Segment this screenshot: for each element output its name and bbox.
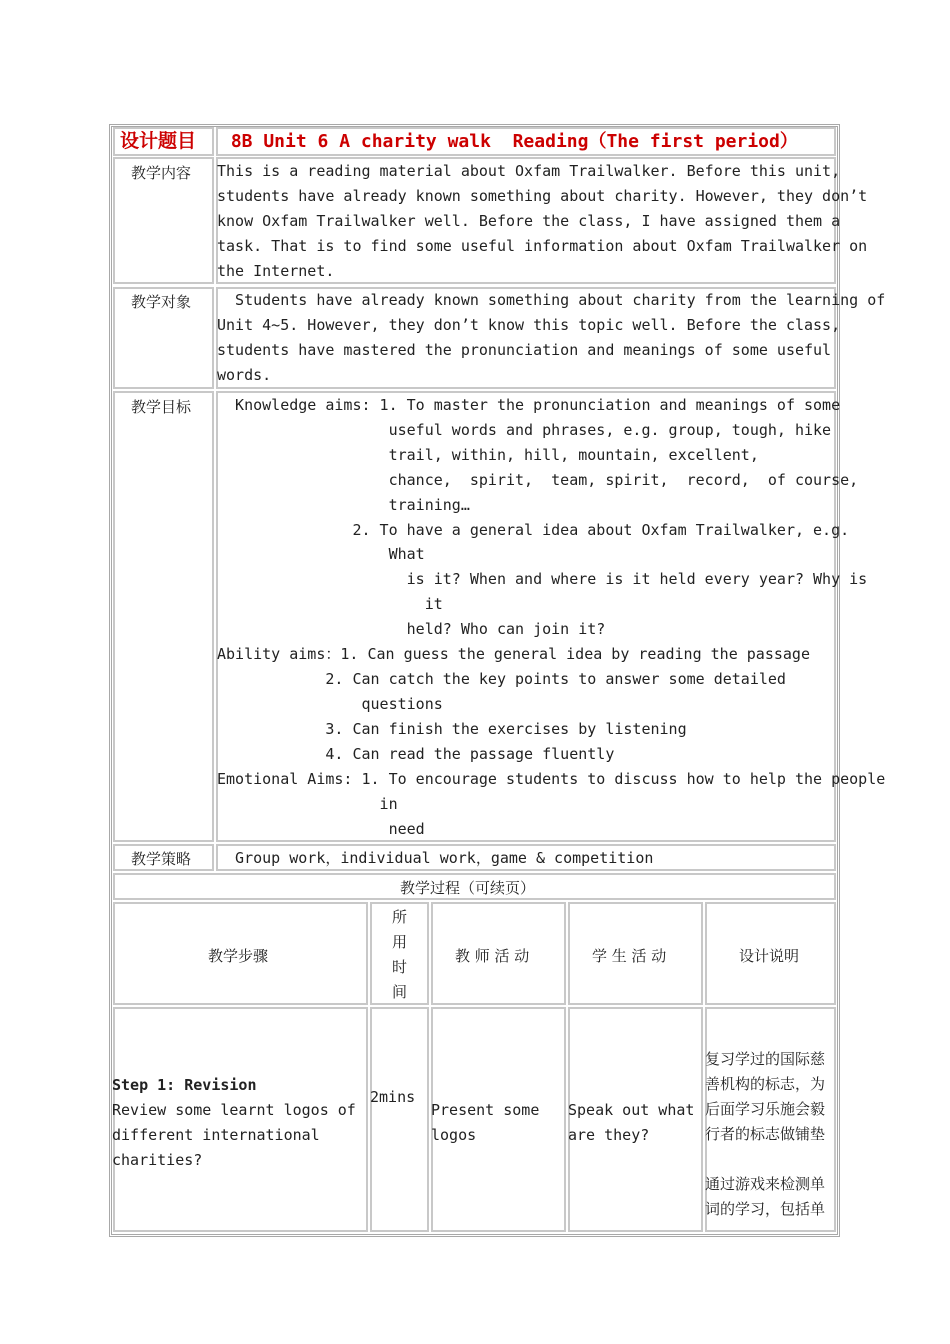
aims-line: held? Who can join it? [217,620,606,638]
content-label: 教学内容 [131,164,192,182]
aims-line: questions [217,695,443,713]
content-line: the Internet. [217,262,335,280]
student-header: 学 生 活 动 [592,947,667,965]
time-header-char: 时 [392,958,408,976]
step1-design-line: 行者的标志做铺垫 [705,1125,826,1143]
step1-teacher-line: logos [431,1126,477,1144]
process-title: 教学过程（可续页） [400,879,536,897]
content-line: know Oxfam Trailwalker well. Before the class, I have assigned them a [217,212,841,230]
aims-line: 2. To have a general idea about Oxfam Trailwalker, e.g. [217,521,850,539]
step1-design-line: 后面学习乐施会毅 [705,1100,826,1118]
aims-label: 教学目标 [131,398,192,416]
target-line: students have mastered the pronunciation and meanings of some useful [217,341,832,359]
target-line: Unit 4~5. However, they don’t know this topic well. Before the class, [217,316,841,334]
target-line: words. [217,366,272,384]
time-header-char: 用 [392,933,408,951]
aims-line: trail, within, hill, mountain, excellent, [217,446,759,464]
step1-design-line: 通过游戏来检测单 [705,1175,826,1193]
aims-line: need [217,820,425,838]
step1-design-line: 善机构的标志，为 [705,1075,826,1093]
step1-desc-line: different international [112,1126,320,1144]
aims-line: What [217,545,425,563]
aims-line: training… [217,496,470,514]
content-line: This is a reading material about Oxfam Trailwalker. Before this unit, [217,162,841,180]
aims-line: in [217,795,398,813]
target-line: Students have already known something about charity from the learning of [217,291,886,309]
time-header-char: 所 [392,908,408,926]
step-header: 教学步骤 [208,947,269,965]
design-header: 设计说明 [739,947,800,965]
content-line: task. That is to find some useful information about Oxfam Trailwalker on [217,237,868,255]
teacher-header: 教 师 活 动 [455,947,530,965]
step1-design-line: 词的学习，包括单 [705,1200,826,1218]
step1-teacher-line: Present some [431,1101,540,1119]
lesson-title: 8B Unit 6 A charity walk Reading（The first period） [220,131,798,152]
step1-title: Step 1: Revision [112,1076,257,1094]
aims-line: Ability aims：1. Can guess the general idea by reading the passage [217,645,810,663]
aims-line: it [217,595,443,613]
step1-design-line: 复习学过的国际慈 [705,1050,826,1068]
aims-line: 4. Can read the passage fluently [217,745,615,763]
aims-line: useful words and phrases, e.g. group, tough, hike [217,421,832,439]
time-header-char: 间 [392,983,408,1001]
content-line: students have already known something about charity. However, they don’t [217,187,868,205]
aims-line: chance, spirit, team, spirit, record, of course, [217,471,859,489]
step1-time: 2mins [370,1088,416,1106]
strategy-text: Group work，individual work，game & competition [217,849,654,867]
header-label: 设计题目 [120,130,197,152]
aims-line: Knowledge aims: 1. To master the pronunciation and meanings of some [217,396,841,414]
strategy-label: 教学策略 [131,850,192,868]
target-label: 教学对象 [131,293,192,311]
aims-label-cell [113,391,214,842]
step1-time-cell [370,1007,429,1232]
step1-student-line: are they? [568,1126,650,1144]
aims-line: 3. Can finish the exercises by listening [217,720,687,738]
step1-desc-line: Review some learnt logos of [112,1101,356,1119]
aims-line: is it? When and where is it held every year? Why is [217,570,868,588]
step1-desc-line: charities? [112,1151,203,1169]
aims-line: 2. Can catch the key points to answer some detailed [217,670,786,688]
step1-student-line: Speak out what [568,1101,695,1119]
aims-line: Emotional Aims: 1. To encourage students to discuss how to help the people [217,770,886,788]
